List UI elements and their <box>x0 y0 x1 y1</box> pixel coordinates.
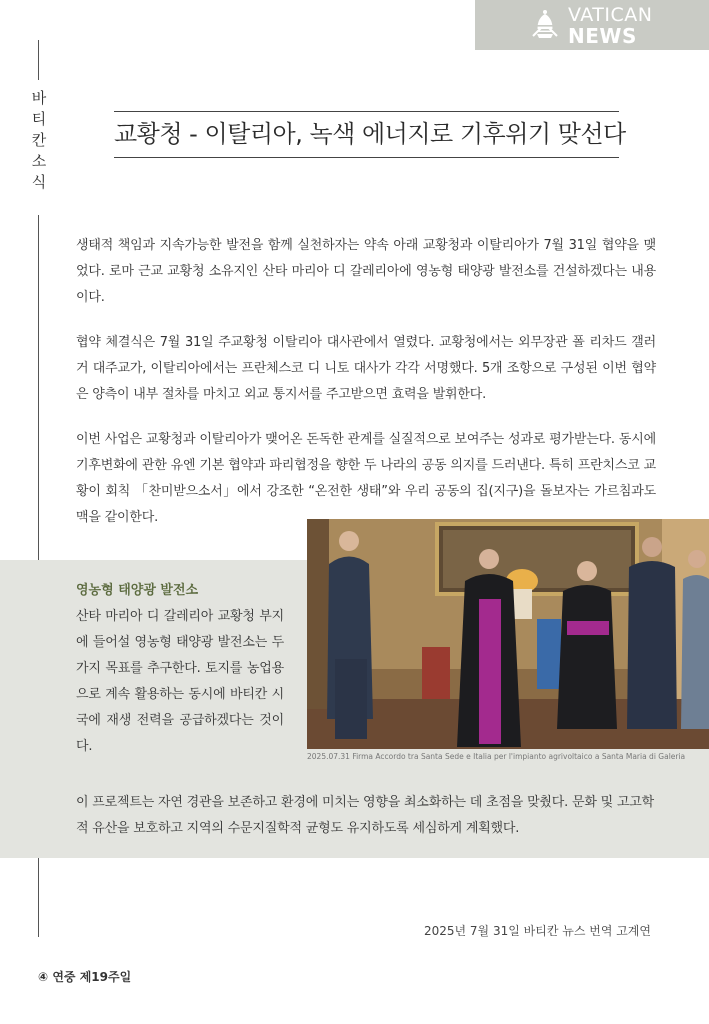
source-credit: 2025년 7월 31일 바티칸 뉴스 번역 고계연 <box>423 924 651 938</box>
closing-paragraph: 이 프로젝트는 자연 경관을 보존하고 환경에 미치는 영향을 최소화하는 데 초점을 맞췄다. 문화 및 고고학적 유산을 보호하고 지역의 수문지질학적 균형도 유지하도록 세심하게 계획했다. <box>76 795 655 836</box>
paragraph-1: 생태적 책임과 지속가능한 발전을 함께 실천하자는 약속 아래 교황청과 이탈리아가 7월 31일 협약을 맺었다. 로마 근교 교황청 소유지인 산타 마리아 디 갈레리아에 영농형 태양광 발전소를 건설하겠다는 내용이다. <box>76 238 656 305</box>
section-label: 바티칸소식 <box>31 89 47 191</box>
papal-emblem-icon <box>527 8 563 44</box>
closing-section <box>76 790 666 842</box>
sidebar-heading: 영농형 태양광 발전소 <box>76 583 199 598</box>
title-rule-bottom <box>114 157 619 158</box>
paragraph-3: 이번 사업은 교황청과 이탈리아가 맺어온 돈독한 관계를 실질적으로 보여주는 성과로 평가받는다. 동시에 기후변화에 관한 유엔 기본 협약과 파리협정을 향한 두 나라의 공동 의지를 드러낸다. 특히 프란치스코 교황이 회칙 「찬미받으소서」에서 강조한 “온전한 생태”와 우리 공동의 집(지구)을 돌보자는 가르침과도 맥을 같이한다. <box>76 432 656 525</box>
brand-wordmark <box>568 6 653 46</box>
photo-illustration <box>307 519 709 749</box>
left-rule-top <box>38 40 39 80</box>
title-rule-top <box>114 111 619 112</box>
photo-caption: 2025.07.31 Firma Accordo tra Santa Sede e Italia per l'impianto agrivoltaico a Santa Maria di Galeria <box>307 752 686 761</box>
page-footer: ④ 연중 제19주일 <box>38 970 132 984</box>
paragraph-2: 협약 체결식은 7월 31일 주교황청 이탈리아 대사관에서 열렸다. 교황청에서는 외무장관 폴 리차드 갤러거 대주교가, 이탈리아에서는 프란체스코 디 니토 대사가 각각 서명했다. 5개 조항으로 구성된 이번 협약은 양측이 내부 절차를 마치고 외교 통지서를 주고받으면 효력을 발휘한다. <box>76 335 656 402</box>
sidebar-body: 산타 마리아 디 갈레리아 교황청 부지에 들어설 영농형 태양광 발전소는 두 가지 목표를 추구한다. 토지를 농업용으로 계속 활용하는 동시에 바티칸 시국에 재생 전력을 공급하겠다는 것이다. <box>76 609 284 754</box>
vatican-news-logo <box>475 0 709 50</box>
page-title: 교황청 - 이탈리아, 녹색 에너지로 기후위기 맞선다 <box>114 120 626 148</box>
sidebar-box <box>76 580 284 760</box>
brand-line-news: NEWS <box>568 24 637 48</box>
brand-line-vatican: VATICAN <box>568 4 653 26</box>
signing-ceremony-photo <box>307 519 709 749</box>
article-body <box>76 233 656 550</box>
